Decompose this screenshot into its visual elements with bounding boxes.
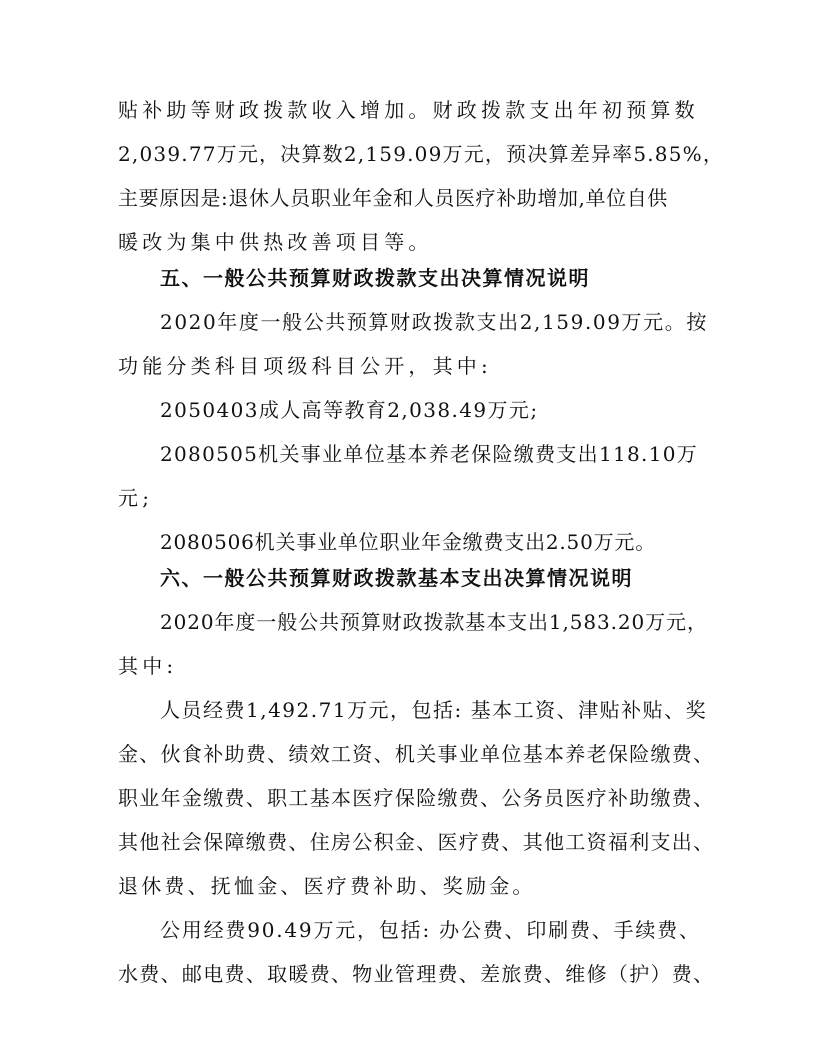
paragraph-line: 人员经费1,492.71万元，包括: 基本工资、津贴补贴、奖 <box>160 698 708 722</box>
paragraph-line: 其他社会保障缴费、住房公积金、医疗费、其他工资福利支出、 <box>118 830 715 854</box>
paragraph-line: 2080505机关事业单位基本养老保险缴费支出118.10万 <box>160 442 699 466</box>
section-heading-5: 五、一般公共预算财政拨款支出决算情况说明 <box>160 266 590 290</box>
paragraph-line: 2020年度一般公共预算财政拨款支出2,159.09万元。按 <box>160 310 708 334</box>
paragraph-line: 元; <box>118 486 154 510</box>
paragraph-line: 退休费、抚恤金、医疗费补助、奖励金。 <box>118 874 536 898</box>
paragraph-line: 暖改为集中供热改善项目等。 <box>118 230 433 254</box>
paragraph-line: 2050403成人高等教育2,038.49万元; <box>160 398 539 422</box>
paragraph-line: 金、伙食补助费、绩效工资、机关事业单位基本养老保险缴费、 <box>118 742 715 766</box>
paragraph-line: 公用经费90.49万元，包括: 办公费、印刷费、手续费、 <box>160 918 701 942</box>
paragraph-line: 功能分类科目项级科目公开，其中: <box>118 354 492 378</box>
paragraph-line: 2,039.77万元，决算数2,159.09万元，预决算差异率5.85%， <box>118 142 725 166</box>
paragraph-line: 职业年金缴费、职工基本医疗保险缴费、公务员医疗补助缴费、 <box>118 786 715 810</box>
paragraph-line: 2020年度一般公共预算财政拨款基本支出1,583.20万元， <box>160 610 708 634</box>
paragraph-line: 主要原因是:退休人员职业年金和人员医疗补助增加,单位自供 <box>118 186 668 210</box>
paragraph-line: 贴补助等财政拨款收入增加。财政拨款支出年初预算数 <box>118 98 699 122</box>
paragraph-line: 水费、邮电费、取暖费、物业管理费、差旅费、维修（护）费、 <box>118 962 715 986</box>
paragraph-line: 2080506机关事业单位职业年金缴费支出2.50万元。 <box>160 530 657 554</box>
section-heading-6: 六、一般公共预算财政拨款基本支出决算情况说明 <box>160 566 633 590</box>
paragraph-line: 其中: <box>118 654 178 678</box>
